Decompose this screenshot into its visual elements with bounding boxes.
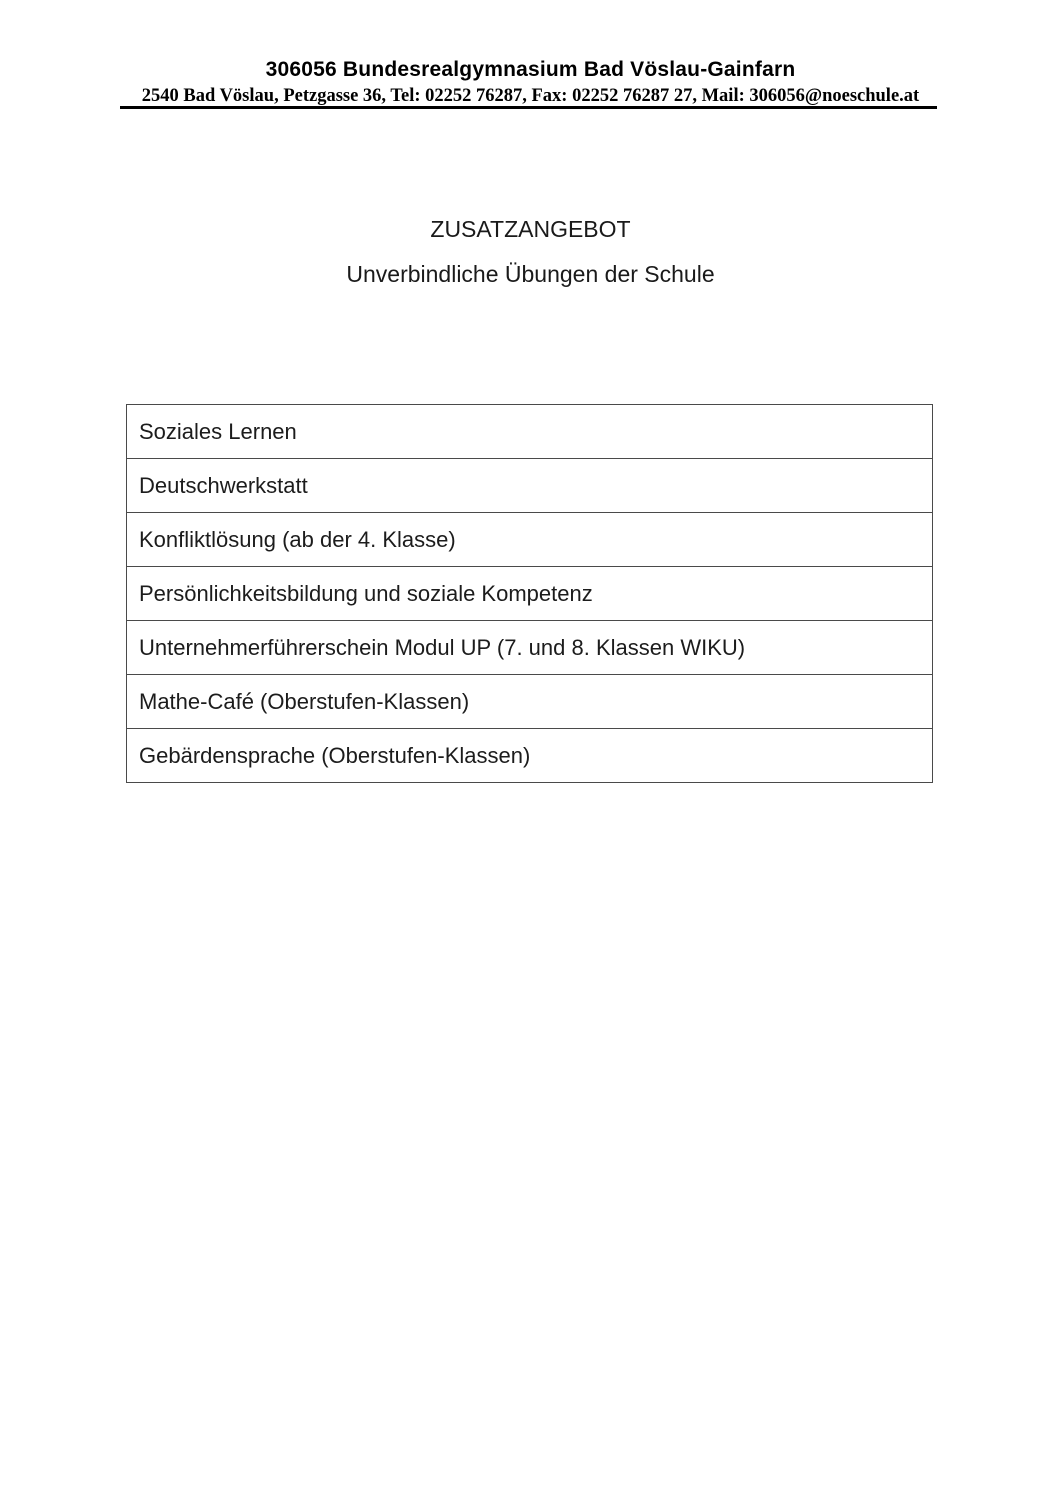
offer-name: Soziales Lernen <box>127 405 933 459</box>
table-row <box>127 621 933 675</box>
offer-name: Persönlichkeitsbildung und soziale Kompetenz <box>127 567 933 621</box>
table-row <box>127 729 933 783</box>
table-row <box>127 675 933 729</box>
offer-name: Deutschwerkstatt <box>127 459 933 513</box>
offer-name: Gebärdensprache (Oberstufen-Klassen) <box>127 729 933 783</box>
offer-name: Konfliktlösung (ab der 4. Klasse) <box>127 513 933 567</box>
school-name: 306056 Bundesrealgymnasium Bad Vöslau-Gainfarn <box>265 58 796 81</box>
offers-table <box>126 404 933 783</box>
offers-table-body <box>127 405 933 783</box>
page-subtitle: Unverbindliche Übungen der Schule <box>346 261 715 287</box>
table-row <box>127 405 933 459</box>
table-row <box>127 459 933 513</box>
page-title: ZUSATZANGEBOT <box>430 216 631 242</box>
header-divider <box>120 106 937 109</box>
school-contact-line: 2540 Bad Vöslau, Petzgasse 36, Tel: 02252 76287, Fax: 02252 76287 27, Mail: 306056@noeschule.at <box>141 86 920 106</box>
table-row <box>127 513 933 567</box>
table-row <box>127 567 933 621</box>
offer-name: Mathe-Café (Oberstufen-Klassen) <box>127 675 933 729</box>
offer-name: Unternehmerführerschein Modul UP (7. und 8. Klassen WIKU) <box>127 621 933 675</box>
